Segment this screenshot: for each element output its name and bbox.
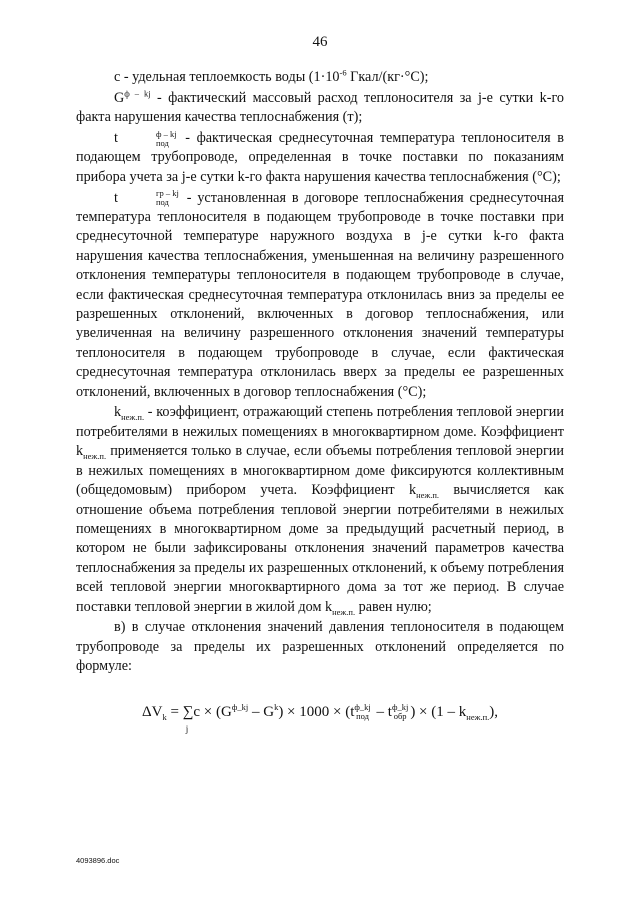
formula-lhs: ΔV	[141, 703, 163, 720]
index-stack	[118, 189, 179, 207]
definition-text: - установленная в договоре теплоснабжения среднесуточная температура теплоносителя в подающем трубопроводе в точке поставки при среднесуточной температуре наружного воздуха в j-е сутки k-го факта нарушения качества теплоснабжения, уменьшенная на величину разрешенного отклонения температуры теплоносителя в подающем трубопроводе в случае, если фактическая среднесуточная температура отклонилась вниз за пределы ее разрешенных отклонений, включенных в договор теплоснабжения, или увеличенная на величину разрешенного отклонения значений температуры теплоносителя в подающем трубопроводе в случае, если фактическая среднесуточная температура отклонилась вверх за пределы ее разрешенных отклонений, включенных в договор теплоснабжения (°С);	[76, 189, 564, 400]
symbol: t	[114, 130, 118, 146]
symbol: t	[114, 189, 118, 206]
definition-t-pod-fact	[76, 129, 564, 187]
equals-sign: =	[166, 703, 183, 720]
formula	[76, 701, 564, 734]
exponent: -6	[339, 67, 347, 78]
definition-text: c - удельная теплоемкость воды (1·10	[114, 69, 340, 85]
symbol: k	[114, 404, 122, 421]
superscript: ф_kj	[391, 702, 409, 713]
superscript: гр – kj	[155, 188, 179, 199]
subscript: k	[162, 711, 167, 722]
definition-k-nezh	[76, 403, 564, 616]
clause-v: в) в случае отклонения значений давления теплоносителя в подающем трубопроводе за пределы их разрешенных отклонений определяется по формуле:	[76, 619, 564, 675]
definition-text: равен нулю;	[355, 598, 432, 615]
formula-term: ) × 1000 × (t	[278, 703, 355, 720]
definition-text: Гкал/(кг·°С);	[346, 69, 429, 85]
index-stack	[392, 703, 408, 721]
page-number: 46	[312, 34, 328, 50]
index-stack	[118, 130, 177, 148]
superscript: ф_kj	[354, 702, 371, 713]
subscript: обр	[393, 711, 407, 722]
index-stack	[354, 703, 370, 721]
definition-c	[76, 68, 564, 87]
symbol: G	[114, 89, 125, 106]
subscript: под	[155, 197, 169, 208]
subscript: неж.п.	[466, 711, 490, 722]
subscript: под	[155, 137, 169, 148]
file-name-footer: 4093896.doc	[76, 856, 120, 865]
definition-text: - фактическая среднесуточная температура теплоносителя в подающем трубопроводе, определенная в точке поставки по показаниям прибора учета за j-е сутки k-го факта нарушения качества теплоснабжения (°С);	[76, 130, 564, 185]
symbol: k	[408, 482, 417, 499]
definition-text: - коэффициент, отражающий степень потребления тепловой энергии потребителями в нежилых помещениях в многоквартирном доме. Коэффициент	[76, 404, 564, 440]
definition-g	[76, 89, 564, 128]
subscript: под	[356, 711, 370, 722]
document-body	[76, 67, 564, 734]
formula-term: – G	[248, 703, 275, 720]
symbol: k	[324, 598, 333, 615]
sum-index: j	[185, 723, 189, 734]
sum-sign	[182, 703, 194, 734]
subscript: неж.п.	[83, 451, 107, 462]
subscript: неж.п.	[332, 606, 356, 617]
subscript: неж.п.	[416, 489, 440, 500]
formula-term: – t	[372, 703, 392, 720]
superscript: ф_kj	[231, 701, 249, 712]
superscript: k	[274, 701, 279, 712]
formula-term: ),	[489, 703, 499, 720]
superscript: ф – kj	[155, 128, 177, 139]
symbol: k	[76, 443, 84, 460]
definition-text: применяется только в случае, если объемы потребления тепловой энергии в нежилых помещениях в многоквартирном доме фиксируются коллективным (общедомовым) прибором учета. Коэффициент	[76, 443, 564, 499]
definition-text: - фактический массовый расход теплоносителя за j-е сутки k-го факта нарушения качества теплоснабжения (т);	[76, 89, 564, 126]
formula-term: ) × (1 – k	[410, 703, 467, 720]
formula-term: c × (G	[193, 703, 232, 720]
superscript: ф – kj	[124, 88, 151, 99]
definition-t-pod-contract	[76, 189, 564, 402]
sum-symbol: ∑	[182, 703, 194, 720]
subscript: неж.п.	[121, 412, 145, 423]
definition-text: вычисляется как отношение объема потребления тепловой энергии потребителями в нежилых помещениях в многоквартирном доме за предыдущий расчетный период, в котором не были зафиксированы отклонения значений параметров качества теплоснабжения за пределы их разрешенных отклонений, к объему потребления всей тепловой энергии многоквартирного дома за тот же период. В случае поставки тепловой энергии в жилой дом	[76, 482, 564, 615]
